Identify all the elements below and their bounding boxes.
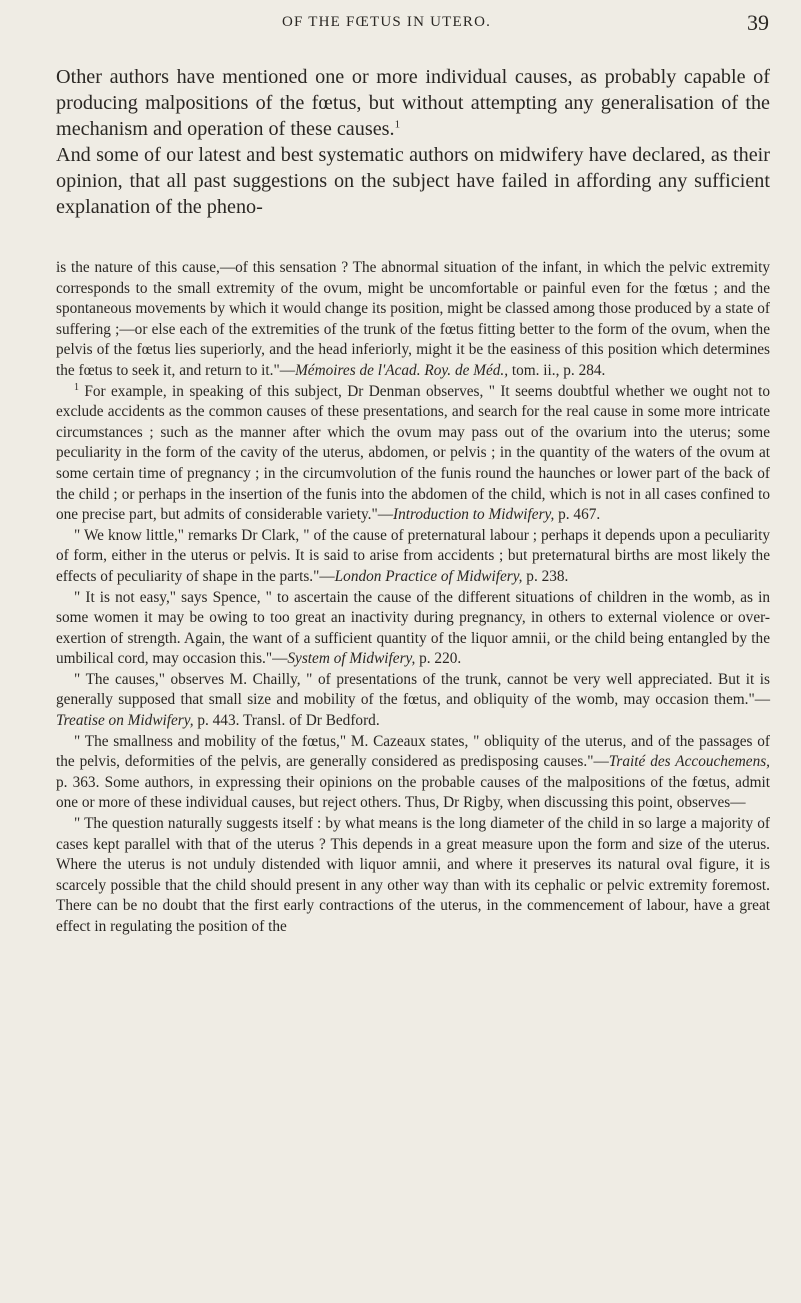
- footnote-ref-1: 1: [394, 118, 401, 131]
- main-text: [56, 64, 770, 220]
- quote-rigby: " The question naturally suggests itself : by what means is the long diameter of the child in so large a majority of cases kept parallel with that of the uterus ? This depends in a great measure upon the form and size of the uterus. Where the uterus is not unduly distended with liquor amnii, and where it preserves its natural oval figure, it is scarcely possible that the child should present in any other way than with its cephalic or pelvic extremity foremost. There can be no doubt that the first early contractions of the uterus, in the commencement of labour, have a great effect in regulating the position of the: [56, 815, 770, 935]
- quote-clark: " We know little," remarks Dr Clark, " of the cause of preternatural labour ; perhaps it depends upon a peculiarity of form, either in the uterus or pelvis. It is said to arise from accidents ; but preternatural births are most likely the effects of peculiarity of shape in the parts."—London Practice of Midwifery, p. 238.: [56, 526, 770, 585]
- footnote-mark: 1: [74, 381, 79, 393]
- paragraph-1: Other authors have mentioned one or more individual causes, as probably capable of producing malpositions of the fœtus, but without attempting any generalisation of the mechanism and operation of these causes.$^1$: [56, 66, 770, 140]
- footnote-continuation: is the nature of this cause,—of this sensation ? The abnormal situation of the infant, in which the pelvic extremity corresponds to the small extremity of the ovum, might be uncomfortable or painful even for the fœtus ; and the spontaneous movements by which it would change its position, might be classed among those produced by a state of suffering ;—or else each of the extremities of the trunk of the fœtus fitting better to the form of the ovum, when the pelvis of the fœtus lies superiorly, and the head inferiorly, might it be the easiness of this position which determines the fœtus to seek it, and return to it."—Mémoires de l'Acad. Roy. de Méd., tom. ii., p. 284.: [56, 259, 770, 379]
- footnote-1: $^1$ For example, in speaking of this subject, Dr Denman observes, " It seems doubtful whether we ought not to exclude accidents as the common causes of these presentations, and search for the real cause in some more intricate circumstances ; such as the manner after which the ovum may pass out of the ovarium into the uterus; some peculiarity in the form of the cavity of the uterus, abdomen, or pelvis ; in the quantity of the waters of the ovum at some certain time of pregnancy ; in the circumvolution of the funis round the haunches or lower part of the back of the child ; or perhaps in the insertion of the funis into the abdomen of the child, which is not in all cases confined to one precise part, but admits of considerable variety."—Introduction to Midwifery, p. 467.: [56, 381, 770, 524]
- page-number: 39: [747, 10, 769, 35]
- footnotes: [56, 258, 770, 938]
- page-header: [0, 8, 801, 38]
- paragraph-2: And some of our latest and best systematic authors on midwifery have declared, as their opinion, that all past suggestions on the subject have failed in affording any sufficient explanation of the pheno-: [56, 144, 770, 218]
- quote-spence: " It is not easy," says Spence, " to ascertain the cause of the different situations of children in the womb, as in some women it may be owing to too great an inactivity during pregnancy, in others to external violence or over-exertion of strength. Again, the want of a sufficient quantity of the liquor amnii, or the child being entangled by the umbilical cord, may occasion this."—System of Midwifery, p. 220.: [56, 588, 770, 668]
- quote-chailly: " The causes," observes M. Chailly, " of presentations of the trunk, cannot be very well appreciated. But it is generally supposed that small size and mobility of the fœtus, and obliquity of the womb, may occasion them."—Treatise on Midwifery, p. 443. Transl. of Dr Bedford.: [56, 670, 770, 730]
- quote-cazeaux: " The smallness and mobility of the fœtus," M. Cazeaux states, " obliquity of the uterus, and of the passages of the pelvis, deformities of the pelvis, are generally considered as predisposing causes."—Traité des Accouchemens, p. 363. Some authors, in expressing their opinions on the probable causes of the malpositions of the fœtus, admit one or more of these individual causes, but reject others. Thus, Dr Rigby, when discussing this point, observes—: [56, 732, 770, 812]
- running-head: OF THE FŒTUS IN UTERO.: [282, 14, 492, 30]
